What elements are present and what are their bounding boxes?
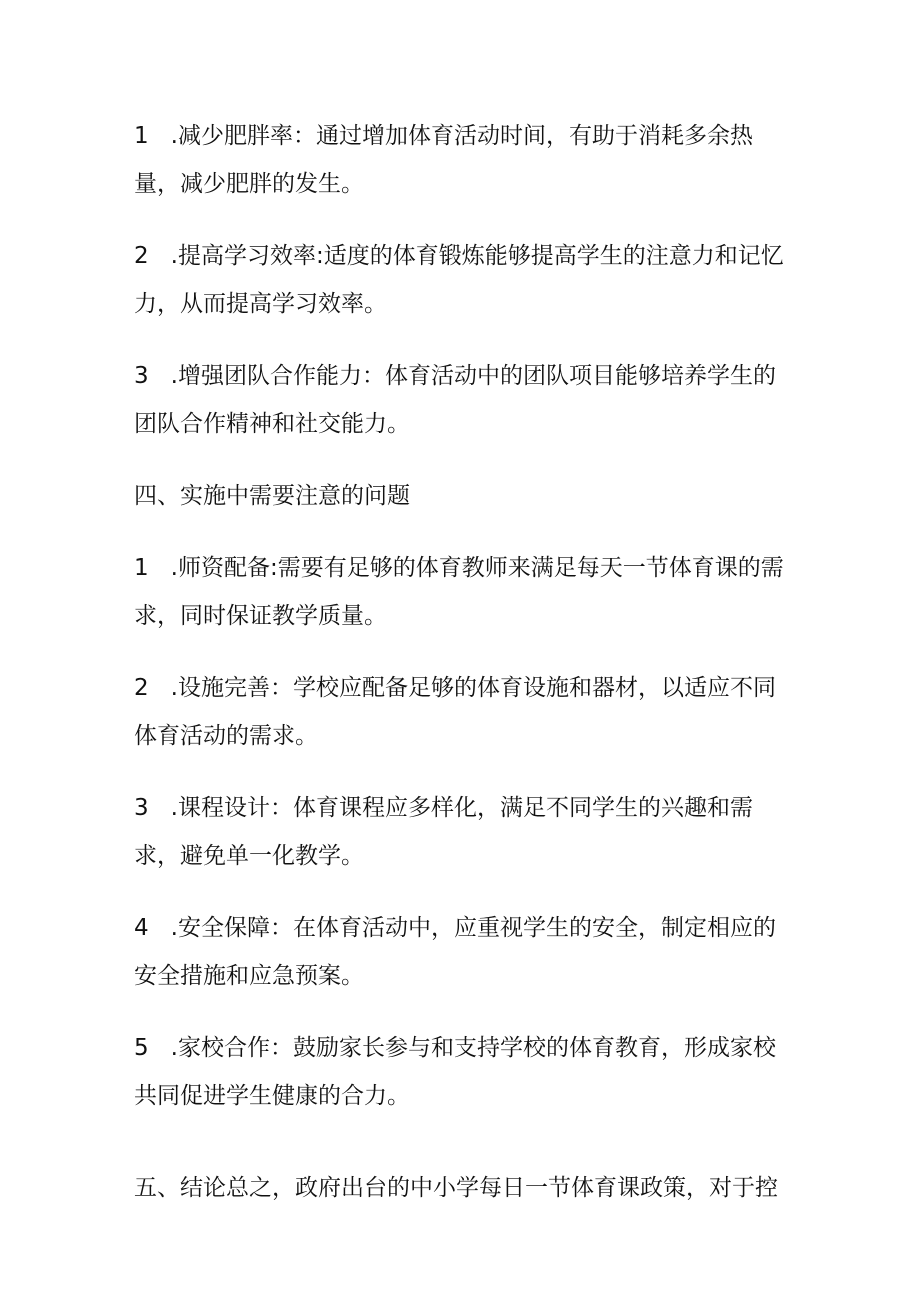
item-number: 4 [134, 915, 149, 941]
section-heading: 四、实施中需要注意的问题 [134, 483, 410, 509]
item-text: .增强团队合作能力：体育活动中的团队项目能够培养学生的团队合作精神和社交能力。 [134, 363, 776, 437]
list-item [134, 904, 794, 1000]
list-item [134, 352, 794, 448]
list-item [134, 112, 794, 208]
item-number: 1 [134, 123, 149, 149]
item-number: 3 [134, 363, 149, 389]
item-text: .课程设计：体育课程应多样化，满足不同学生的兴趣和需求，避免单一化教学。 [134, 795, 753, 869]
list-item [134, 664, 794, 760]
list-item [134, 232, 794, 328]
item-number: 2 [134, 675, 149, 701]
list-item [134, 544, 794, 640]
item-text: .家校合作：鼓励家长参与和支持学校的体育教育，形成家校共同促进学生健康的合力。 [134, 1035, 776, 1109]
item-number: 1 [134, 555, 149, 581]
item-text: .安全保障：在体育活动中，应重视学生的安全，制定相应的安全措施和应急预案。 [134, 915, 776, 989]
list-item [134, 1024, 794, 1120]
item-text: .减少肥胖率：通过增加体育活动时间，有助于消耗多余热量，减少肥胖的发生。 [134, 123, 753, 197]
item-text: .提高学习效率:适度的体育锻炼能够提高学生的注意力和记忆力，从而提高学习效率。 [134, 243, 784, 317]
list-item [134, 784, 794, 880]
item-text: .设施完善：学校应配备足够的体育设施和器材，以适应不同体育活动的需求。 [134, 675, 776, 749]
document-body [134, 112, 794, 1236]
item-number: 5 [134, 1035, 149, 1061]
conclusion-paragraph: 五、结论总之，政府出台的中小学每日一节体育课政策，对于控 [134, 1175, 778, 1201]
item-number: 3 [134, 795, 149, 821]
item-text: .师资配备:需要有足够的体育教师来满足每天一节体育课的需求，同时保证教学质量。 [134, 555, 784, 629]
item-number: 2 [134, 243, 149, 269]
